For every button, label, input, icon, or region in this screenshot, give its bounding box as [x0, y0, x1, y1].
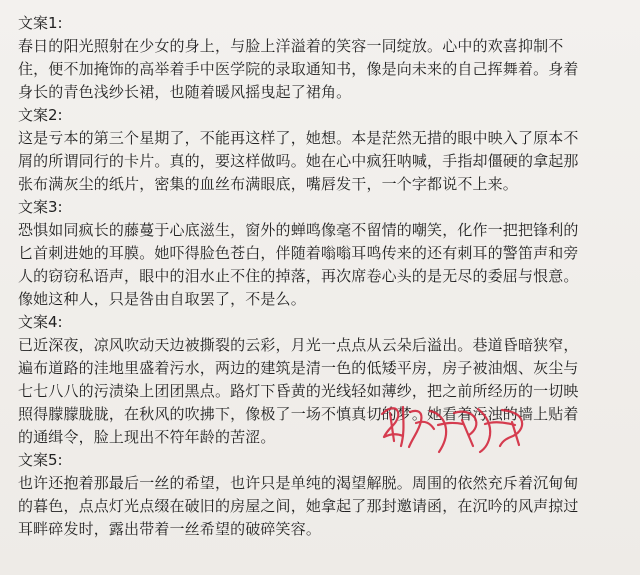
text-line: 身长的青色浅纱长裙，也随着暖风摇曳起了裙角。 [18, 83, 352, 101]
text-line: 这是亏本的第三个星期了，不能再这样了，她想。本是茫然无措的眼中映入了原本不 [18, 129, 579, 147]
section-title: 文案2: [18, 106, 63, 124]
copy-section-3 [18, 196, 622, 311]
copy-section-5 [18, 449, 622, 541]
text-line: 遍布道路的洼地里盛着污水，两边的建筑是清一色的低矮平房，房子被油烟、灰尘与 [18, 359, 579, 377]
text-line: 恐惧如同疯长的藤蔓于心底滋生，窗外的蝉鸣像毫不留情的嘲笑，化作一把把锋利的 [18, 221, 579, 239]
text-line: 的暮色，点点灯光点缀在破旧的房屋之间，她拿起了那封邀请函，在沉吟的风声掠过 [18, 497, 579, 515]
copy-section-1 [18, 12, 622, 104]
section-title: 文案5: [18, 451, 63, 469]
text-line: 张布满灰尘的纸片，密集的血丝布满眼底，嘴唇发干，一个字都说不上来。 [18, 175, 518, 193]
text-line: 人的窃窃私语声，眼中的泪水止不住的掉落，再次席卷心头的是无尽的委屈与恨意。 [18, 267, 579, 285]
text-line: 的通缉令，脸上现出不符年龄的苦涩。 [18, 428, 276, 446]
text-line: 耳畔碎发时，露出带着一丝希望的破碎笑容。 [18, 520, 322, 538]
text-line: 匕首刺进她的耳膜。她吓得脸色苍白，伴随着嗡嗡耳鸣传来的还有刺耳的警笛声和旁 [18, 244, 579, 262]
text-line: 也许还抱着那最后一丝的希望，也许只是单纯的渴望解脱。周围的依然充斥着沉甸甸 [18, 474, 579, 492]
copy-section-2 [18, 104, 622, 196]
text-line: 照得朦朦胧胧，在秋风的吹拂下，像极了一场不慎真切的梦。她看着污浊的墙上贴着 [18, 405, 579, 423]
text-line: 像她这种人，只是咎由自取罢了，不是么。 [18, 290, 306, 308]
section-title: 文案1: [18, 14, 63, 32]
text-line: 七七八八的污渍染上团团黑点。路灯下昏黄的光线轻如薄纱，把之前所经历的一切映 [18, 382, 579, 400]
text-line: 春日的阳光照射在少女的身上，与脸上洋溢着的笑容一同绽放。心中的欢喜抑制不 [18, 37, 564, 55]
text-line: 屑的所谓同行的卡片。真的，要这样做吗。她在心中疯狂呐喊，手指却僵硬的拿起那 [18, 152, 579, 170]
section-title: 文案3: [18, 198, 63, 216]
text-line: 住，便不加掩饰的高举着手中医学院的录取通知书，像是向未来的自己挥舞着。身着 [18, 60, 579, 78]
text-line: 已近深夜，凉风吹动天边被撕裂的云彩，月光一点点从云朵后溢出。巷道昏暗狭窄， [18, 336, 579, 354]
section-title: 文案4: [18, 313, 63, 331]
copy-section-4 [18, 311, 622, 449]
